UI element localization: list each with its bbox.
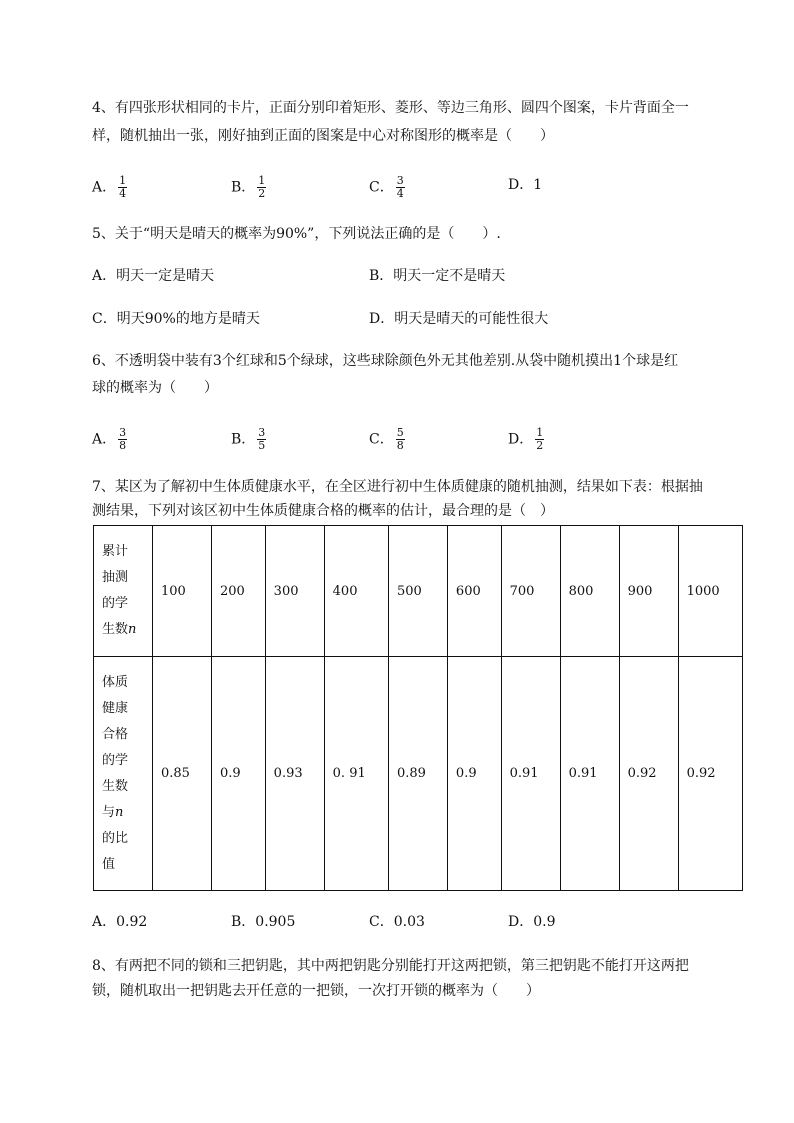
row-header-pass-ratio: 体质 健康 合格 的学 生数 与n 的比 值 [94,657,153,891]
q4-option-b: B． $\frac{1}{2}$ [231,174,266,200]
table-cell: 0. 91 [324,657,388,891]
table-cell: 0.93 [265,657,324,891]
table-cell: 900 [619,526,678,657]
q4-text-line1: 4、有四张形状相同的卡片，正面分别印着矩形、菱形、等边三角形、圆四个图案，卡片背面全一 [92,100,689,116]
fraction: $\frac{1}{2}$ [536,426,544,452]
table-row [94,526,743,657]
q7-text-line1: 7、某区为了解初中生体质健康水平，在全区进行初中生体质健康的随机抽测，结果如下表：根据抽 [92,479,703,495]
table-row [94,657,743,891]
table-cell: 0.9 [211,657,265,891]
q7-option-a: A．0.92 [92,914,148,930]
q5-text-line1: 5、关于“明天是晴天的概率为90%”，下列说法正确的是（ ）. [92,226,501,242]
table-cell: 600 [447,526,501,657]
fraction: $\frac{5}{8}$ [396,426,404,452]
table-cell: 0.91 [501,657,560,891]
q7-option-b: B．0.905 [231,914,296,930]
table-cell: 0.9 [447,657,501,891]
fraction: $\frac{1}{4}$ [119,174,127,200]
q5-option-c: C．明天90%的地方是晴天 [92,311,260,327]
table-cell: 0.91 [560,657,619,891]
row-header-sample-count: 累计 抽测 的学 生数n [94,526,153,657]
q4-option-c: C． $\frac{3}{4}$ [369,174,404,200]
q5-option-a: A．明天一定是晴天 [92,268,215,284]
q5-option-d: D．明天是晴天的可能性很大 [369,311,549,327]
table-cell: 800 [560,526,619,657]
q6-option-b: B． $\frac{3}{5}$ [231,426,266,452]
q7-text-line2: 测结果，下列对该区初中生体质健康合格的概率的估计，最合理的是（ ） [92,503,554,519]
q6-option-d: D． $\frac{1}{2}$ [508,426,544,452]
fraction: $\frac{1}{2}$ [258,174,266,200]
table-cell: 700 [501,526,560,657]
table-cell: 0.89 [388,657,447,891]
q8-text-line1: 8、有两把不同的锁和三把钥匙，其中两把钥匙分别能打开这两把锁，第三把钥匙不能打开这两把 [92,958,689,974]
q7-option-d: D．0.9 [508,914,556,930]
fraction: $\frac{3}{4}$ [396,174,404,200]
table-cell: 0.92 [678,657,742,891]
table-cell: 0.85 [153,657,212,891]
q4-text-line2: 样，随机抽出一张，刚好抽到正面的图案是中心对称图形的概率是（ ） [92,128,554,144]
q8-text-line2: 锁，随机取出一把钥匙去开任意的一把锁，一次打开锁的概率为（ ） [92,983,540,999]
fraction: $\frac{3}{8}$ [119,426,127,452]
q6-text-line1: 6、不透明袋中装有3个红球和5个绿球，这些球除颜色外无其他差别.从袋中随机摸出1个球是红 [92,353,679,369]
table-cell: 400 [324,526,388,657]
table-cell: 200 [211,526,265,657]
q6-option-c: C． $\frac{5}{8}$ [369,426,404,452]
results-table [93,525,743,891]
q4-option-a: A． $\frac{1}{4}$ [92,174,127,200]
table-cell: 100 [153,526,212,657]
table-cell: 300 [265,526,324,657]
q6-text-line2: 球的概率为（ ） [92,380,218,396]
table-cell: 0.92 [619,657,678,891]
q4-option-d: D．1 [508,177,543,193]
table-cell: 500 [388,526,447,657]
fraction: $\frac{3}{5}$ [258,426,266,452]
q5-option-b: B．明天一定不是晴天 [369,268,506,284]
table-cell: 1000 [678,526,742,657]
q7-option-c: C．0.03 [369,914,425,930]
q6-option-a: A． $\frac{3}{8}$ [92,426,127,452]
